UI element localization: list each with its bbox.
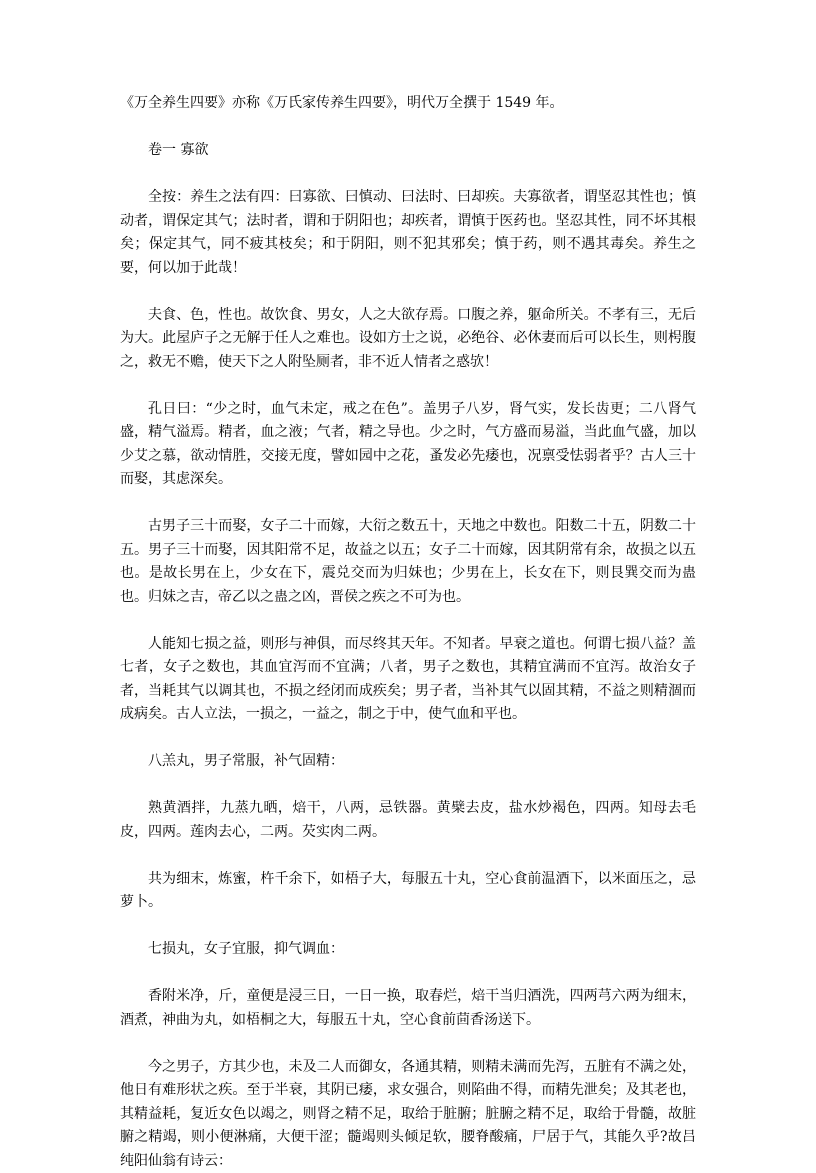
recipe-directions-male: 共为细末，炼蜜，杵千余下，如梧子大，每服五十丸，空心食前温酒下，以米面压之，忌萝卜。	[120, 868, 696, 915]
recipe-ingredients-male: 熟黄酒拌，九蒸九晒，焙干，八两，忌铁器。黄檗去皮，盐水炒褐色，四两。知母去毛皮，四两。莲肉去心，二两。芡实肉二两。	[120, 797, 696, 844]
paragraph-3: 孔日曰：“少之时，血气未定，戒之在色”。盖男子八岁，肾气实，发长齿更；二八肾气盛，精气溢焉。精者，血之液；气者，精之导也。少之时，气方盛而易溢，当此血气盛，加以少艾之慕，欲动情胜，交接无度，譬如园中之花，蚤发必先痿也，况禀受怯弱者乎？古人三十而娶，其虑深矣。	[120, 398, 696, 492]
paragraph-2: 夫食、色，性也。故饮食、男女，人之大欲存焉。口腹之养，躯命所关。不孝有三，无后为大。此屋庐子之无解于任人之难也。设如方士之说，必绝谷、必休妻而后可以长生，则枵腹之，救无不赡，使天下之人附坠厕者，非不近人情者之惑欤！	[120, 304, 696, 375]
chapter-heading: 卷一 寡欲	[120, 139, 696, 163]
intro-line: 《万全养生四要》亦称《万氏家传养生四要》，明代万全撰于 1549 年。	[120, 92, 696, 116]
paragraph-4: 古男子三十而娶，女子二十而嫁，大衍之数五十，天地之中数也。阳数二十五，阴数二十五。男子三十而娶，因其阳常不足，故益之以五；女子二十而嫁，因其阴常有余，故损之以五也。是故长男在上，少女在下，震兑交而为归妹也；少男在上，长女在下，则艮巽交而为蛊也。归妹之吉，帝乙以之蛊之凶，晋侯之疾之不可为也。	[120, 515, 696, 609]
paragraph-5: 人能知七损之益，则形与神俱，而尽终其天年。不知者。早衰之道也。何谓七损八益？盖七者，女子之数也，其血宜泻而不宜满；八者，男子之数也，其精宜满而不宜泻。故治女子者，当耗其气以调其也，不损之经闭而成疾矣；男子者，当补其气以固其精，不益之则精涸而成病矣。古人立法，一损之，一益之，制之于中，使气血和平也。	[120, 633, 696, 727]
recipe-directions-female: 香附米净，斤，童便是浸三日，一日一换，取春烂，焙干当归酒洗，四两芎六两为细末，酒煮，神曲为丸，如梧桐之大，每服五十丸，空心食前茴香汤送下。	[120, 985, 696, 1032]
paragraph-1: 全按：养生之法有四：曰寡欲、曰慎动、曰法时、曰却疾。夫寡欲者，谓坚忍其性也；慎动者，谓保定其气；法时者，谓和于阴阳也；却疾者，谓慎于医药也。坚忍其性，同不坏其根矣；保定其气，同不疲其枝矣；和于阴阳，则不犯其邪矣；慎于药，则不遇其毒矣。养生之要，何以加于此哉！	[120, 186, 696, 280]
paragraph-closing: 今之男子，方其少也，未及二人而御女，各通其精，则精未满而先泻，五脏有不满之处，他日有难形状之疾。至于半衰，其阴已痿，求女强合，则陷曲不得，而精先泄矣；及其老也，其精益耗，复近女色以竭之，则肾之精不足，取给于脏腑；脏腑之精不足，取给于骨髓，故脏腑之精竭，则小便淋痛，大便干涩；髓竭则头倾足软，腰脊酸痛，尸居于气，其能久乎?故吕纯阳仙翁有诗云：	[120, 1056, 696, 1173]
document-page	[120, 92, 696, 1173]
recipe-title-female: 七损丸，女子宜服，抑气调血：	[120, 938, 696, 962]
recipe-title-male: 八羔丸，男子常服，补气固精：	[120, 750, 696, 774]
